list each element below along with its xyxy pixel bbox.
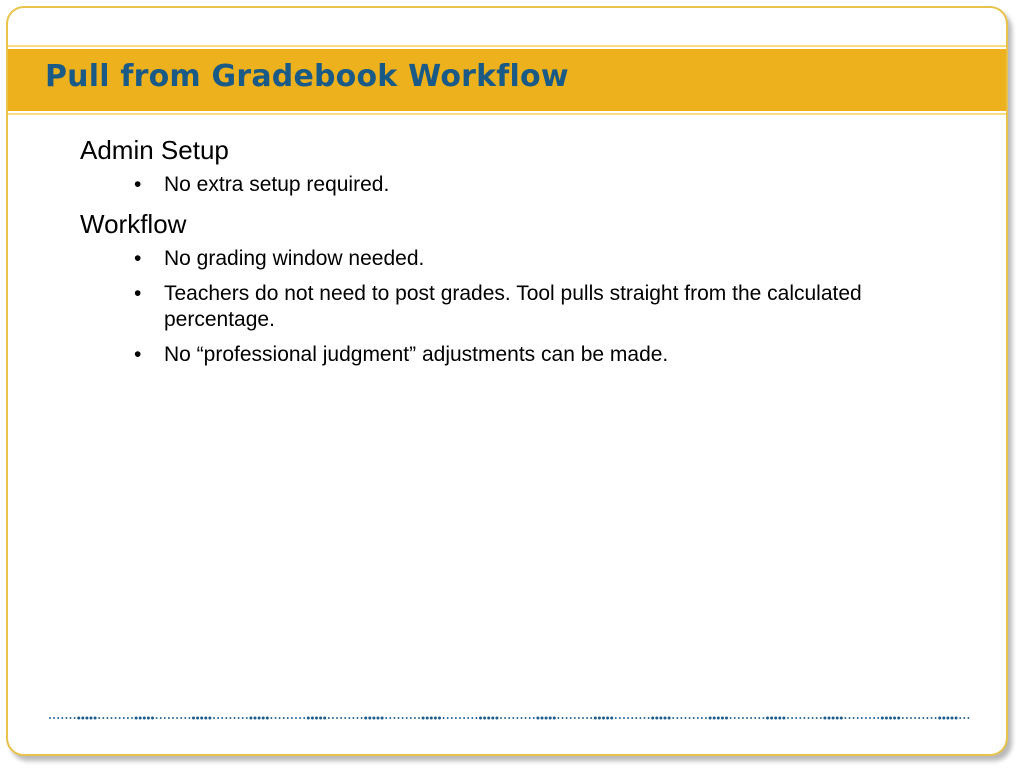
- divider-dot: [869, 717, 871, 719]
- divider-dot: [381, 717, 384, 720]
- divider-dot: [861, 717, 863, 719]
- divider-dot: [828, 717, 831, 720]
- divider-dot: [508, 717, 510, 719]
- dotted-divider: [48, 714, 974, 722]
- divider-dot: [258, 717, 261, 720]
- divider-dot: [443, 717, 445, 719]
- divider-dot: [127, 717, 129, 719]
- divider-dot: [770, 717, 773, 720]
- divider-dot: [889, 717, 892, 720]
- divider-dot: [553, 717, 556, 720]
- divider-dot: [372, 717, 375, 720]
- divider-dot: [299, 717, 301, 719]
- divider-dot: [816, 717, 818, 719]
- divider-dot: [249, 717, 252, 720]
- divider-dot: [487, 717, 490, 720]
- divider-dot: [746, 717, 748, 719]
- divider-dot: [602, 717, 605, 720]
- divider-dot: [857, 717, 859, 719]
- divider-dot: [549, 717, 552, 720]
- divider-dot: [963, 717, 965, 719]
- divider-dot: [106, 717, 108, 719]
- divider-dot: [610, 717, 613, 720]
- divider-dot: [291, 717, 293, 719]
- divider-dot: [451, 717, 453, 719]
- divider-dot: [902, 717, 904, 719]
- divider-dot: [447, 717, 449, 719]
- divider-dot: [655, 717, 658, 720]
- divider-dot: [414, 717, 416, 719]
- divider-dot: [467, 717, 469, 719]
- divider-dot: [463, 717, 465, 719]
- divider-dot: [787, 717, 789, 719]
- bullet-icon: •: [134, 247, 142, 270]
- divider-dot: [348, 717, 350, 719]
- divider-dot: [164, 717, 166, 719]
- bullet-item: [80, 246, 924, 272]
- divider-dot: [893, 717, 896, 720]
- divider-dot: [635, 717, 637, 719]
- bullet-text: No extra setup required.: [164, 173, 390, 196]
- divider-dot: [545, 717, 548, 720]
- divider-dot: [795, 717, 797, 719]
- divider-dot: [275, 717, 277, 719]
- divider-dot: [734, 717, 736, 719]
- divider-dot: [184, 717, 186, 719]
- divider-dot: [53, 717, 55, 719]
- divider-dot: [65, 717, 67, 719]
- divider-dot: [328, 717, 330, 719]
- divider-dot: [631, 717, 633, 719]
- divider-dot: [808, 717, 810, 719]
- divider-dot: [713, 717, 716, 720]
- divider-dot: [94, 717, 97, 720]
- bullet-item: [80, 172, 924, 198]
- divider-dot: [246, 717, 248, 719]
- divider-dot: [344, 717, 346, 719]
- divider-dot: [123, 717, 125, 719]
- divider-dot: [111, 717, 113, 719]
- divider-dot: [49, 717, 51, 719]
- divider-dot: [582, 717, 584, 719]
- divider-dot: [717, 717, 720, 720]
- bullet-icon: •: [134, 343, 142, 366]
- divider-dot: [131, 717, 133, 719]
- divider-dot: [217, 717, 219, 719]
- divider-dot: [935, 717, 937, 719]
- divider-dot: [865, 717, 867, 719]
- divider-dot: [881, 717, 884, 720]
- workflow-bullet-list: [80, 246, 940, 368]
- divider-dot: [951, 717, 954, 720]
- divider-dot: [910, 717, 912, 719]
- divider-dot: [849, 717, 851, 719]
- divider-dot: [570, 717, 572, 719]
- divider-dot: [402, 717, 404, 719]
- divider-dot: [914, 717, 916, 719]
- divider-dot: [410, 717, 412, 719]
- divider-dot: [648, 717, 650, 719]
- title-band: [8, 45, 1006, 115]
- divider-dot: [897, 717, 900, 720]
- divider-dot: [500, 717, 502, 719]
- divider-dot: [204, 717, 207, 720]
- divider-dot: [693, 717, 695, 719]
- divider-dot: [361, 717, 363, 719]
- divider-dot: [221, 717, 223, 719]
- divider-dot: [85, 717, 88, 720]
- divider-dot: [926, 717, 928, 719]
- divider-dot: [791, 717, 793, 719]
- bullet-item: [80, 342, 924, 368]
- divider-dot: [315, 717, 318, 720]
- divider-dot: [832, 717, 835, 720]
- slide-title: Pull from Gradebook Workflow: [45, 59, 569, 94]
- divider-dot: [426, 717, 429, 720]
- section-heading-workflow: Workflow: [80, 209, 187, 239]
- divider-dot: [102, 717, 104, 719]
- divider-dot: [74, 717, 76, 719]
- divider-dot: [90, 717, 93, 720]
- divider-dot: [295, 717, 297, 719]
- divider-dot: [590, 717, 592, 719]
- divider-dot: [918, 717, 920, 719]
- divider-dot: [774, 717, 777, 720]
- divider-dot: [959, 717, 961, 719]
- divider-dot: [242, 717, 244, 719]
- divider-dot: [311, 717, 314, 720]
- divider-dot: [172, 717, 174, 719]
- divider-dot: [705, 717, 707, 719]
- divider-dot: [664, 717, 667, 720]
- divider-dot: [725, 717, 728, 720]
- bullet-icon: •: [134, 173, 142, 196]
- divider-dot: [208, 717, 211, 720]
- divider-dot: [151, 717, 154, 720]
- divider-dot: [623, 717, 625, 719]
- divider-dot: [516, 717, 518, 719]
- divider-dot: [689, 717, 691, 719]
- divider-dot: [287, 717, 289, 719]
- slide-frame: [6, 6, 1008, 756]
- divider-dot: [364, 717, 367, 720]
- divider-dot: [659, 717, 662, 720]
- divider-dot: [922, 717, 924, 719]
- divider-dot: [200, 717, 203, 720]
- divider-dot: [758, 717, 760, 719]
- divider-dot: [483, 717, 486, 720]
- admin-setup-bullet-list: [80, 172, 940, 198]
- divider-dot: [262, 717, 265, 720]
- divider-dot: [61, 717, 63, 719]
- divider-dot: [459, 717, 461, 719]
- divider-dot: [319, 717, 322, 720]
- divider-dot: [455, 717, 457, 719]
- divider-dot: [368, 717, 371, 720]
- divider-dot: [393, 717, 395, 719]
- divider-dot: [70, 717, 72, 719]
- divider-dot: [840, 717, 843, 720]
- slide-content: [80, 134, 940, 378]
- divider-dot: [279, 717, 281, 719]
- divider-dot: [180, 717, 182, 719]
- bullet-item: [80, 281, 924, 333]
- divider-dot: [77, 717, 80, 720]
- divider-dot: [225, 717, 227, 719]
- divider-dot: [721, 717, 724, 720]
- divider-dot: [234, 717, 236, 719]
- divider-dot: [196, 717, 199, 720]
- divider-dot: [594, 717, 597, 720]
- divider-dot: [680, 717, 682, 719]
- divider-dot: [615, 717, 617, 719]
- divider-dot: [389, 717, 391, 719]
- divider-dot: [644, 717, 646, 719]
- divider-dot: [119, 717, 121, 719]
- divider-dot: [586, 717, 588, 719]
- divider-dot: [340, 717, 342, 719]
- divider-dot: [668, 717, 671, 720]
- divider-dot: [422, 717, 425, 720]
- divider-dot: [434, 717, 437, 720]
- divider-dot: [406, 717, 408, 719]
- divider-dot: [557, 717, 559, 719]
- divider-dot: [639, 717, 641, 719]
- divider-dot: [536, 717, 539, 720]
- divider-dot: [799, 717, 801, 719]
- divider-dot: [762, 717, 764, 719]
- divider-dot: [377, 717, 380, 720]
- bullet-icon: •: [134, 282, 142, 305]
- divider-dot: [885, 717, 888, 720]
- divider-dot: [533, 717, 535, 719]
- divider-dot: [270, 717, 272, 719]
- divider-dot: [475, 717, 477, 719]
- divider-dot: [418, 717, 420, 719]
- divider-dot: [398, 717, 400, 719]
- divider-dot: [156, 717, 158, 719]
- divider-dot: [823, 717, 826, 720]
- divider-dot: [619, 717, 621, 719]
- divider-dot: [938, 717, 941, 720]
- divider-dot: [254, 717, 257, 720]
- divider-dot: [303, 717, 305, 719]
- divider-dot: [135, 717, 138, 720]
- divider-dot: [525, 717, 527, 719]
- divider-dot: [81, 717, 84, 720]
- divider-dot: [352, 717, 354, 719]
- divider-dot: [139, 717, 142, 720]
- divider-dot: [906, 717, 908, 719]
- divider-dot: [307, 717, 310, 720]
- divider-dot: [946, 717, 949, 720]
- divider-dot: [651, 717, 654, 720]
- divider-dot: [955, 717, 958, 720]
- divider-dot: [115, 717, 117, 719]
- divider-dot: [562, 717, 564, 719]
- divider-dot: [709, 717, 712, 720]
- divider-dot: [730, 717, 732, 719]
- divider-dot: [336, 717, 338, 719]
- divider-dot: [430, 717, 433, 720]
- divider-dot: [836, 717, 839, 720]
- divider-dot: [147, 717, 150, 720]
- divider-dot: [192, 717, 195, 720]
- divider-dot: [512, 717, 514, 719]
- divider-dot: [574, 717, 576, 719]
- divider-dot: [672, 717, 674, 719]
- divider-dot: [283, 717, 285, 719]
- divider-dot: [213, 717, 215, 719]
- divider-dot: [229, 717, 231, 719]
- divider-dot: [529, 717, 531, 719]
- divider-dot: [676, 717, 678, 719]
- divider-dot: [385, 717, 387, 719]
- divider-dot: [750, 717, 752, 719]
- divider-dot: [521, 717, 523, 719]
- divider-dot: [697, 717, 699, 719]
- divider-dot: [160, 717, 162, 719]
- divider-dot: [98, 717, 100, 719]
- divider-dot: [931, 717, 933, 719]
- divider-dot: [853, 717, 855, 719]
- divider-dot: [873, 717, 875, 719]
- divider-dot: [143, 717, 146, 720]
- bullet-text: Teachers do not need to post grades. Tool pulls straight from the calculated percentage.: [164, 282, 862, 331]
- divider-dot: [820, 717, 822, 719]
- divider-dot: [323, 717, 326, 720]
- divider-dot: [176, 717, 178, 719]
- divider-dot: [479, 717, 482, 720]
- divider-dot: [812, 717, 814, 719]
- divider-dot: [541, 717, 544, 720]
- divider-dot: [778, 717, 781, 720]
- divider-dot: [491, 717, 494, 720]
- divider-dot: [266, 717, 269, 720]
- divider-dot: [566, 717, 568, 719]
- divider-dot: [627, 717, 629, 719]
- divider-dot: [332, 717, 334, 719]
- divider-dot: [606, 717, 609, 720]
- divider-dot: [238, 717, 240, 719]
- divider-dot: [844, 717, 846, 719]
- divider-dot: [701, 717, 703, 719]
- divider-dot: [967, 717, 969, 719]
- divider-dot: [578, 717, 580, 719]
- divider-dot: [754, 717, 756, 719]
- divider-dot: [742, 717, 744, 719]
- divider-dot: [438, 717, 441, 720]
- divider-dot: [738, 717, 740, 719]
- bullet-text: No grading window needed.: [164, 247, 425, 270]
- divider-dot: [766, 717, 769, 720]
- divider-dot: [877, 717, 879, 719]
- divider-dot: [57, 717, 59, 719]
- bullet-text: No “professional judgment” adjustments can be made.: [164, 343, 669, 366]
- divider-dot: [188, 717, 190, 719]
- divider-dot: [357, 717, 359, 719]
- divider-dot: [495, 717, 498, 720]
- divider-dot: [782, 717, 785, 720]
- divider-dot: [471, 717, 473, 719]
- divider-dot: [942, 717, 945, 720]
- divider-dot: [598, 717, 601, 720]
- divider-dot: [803, 717, 805, 719]
- divider-dot: [685, 717, 687, 719]
- section-heading-admin-setup: Admin Setup: [80, 135, 229, 165]
- divider-dot: [504, 717, 506, 719]
- divider-dot: [168, 717, 170, 719]
